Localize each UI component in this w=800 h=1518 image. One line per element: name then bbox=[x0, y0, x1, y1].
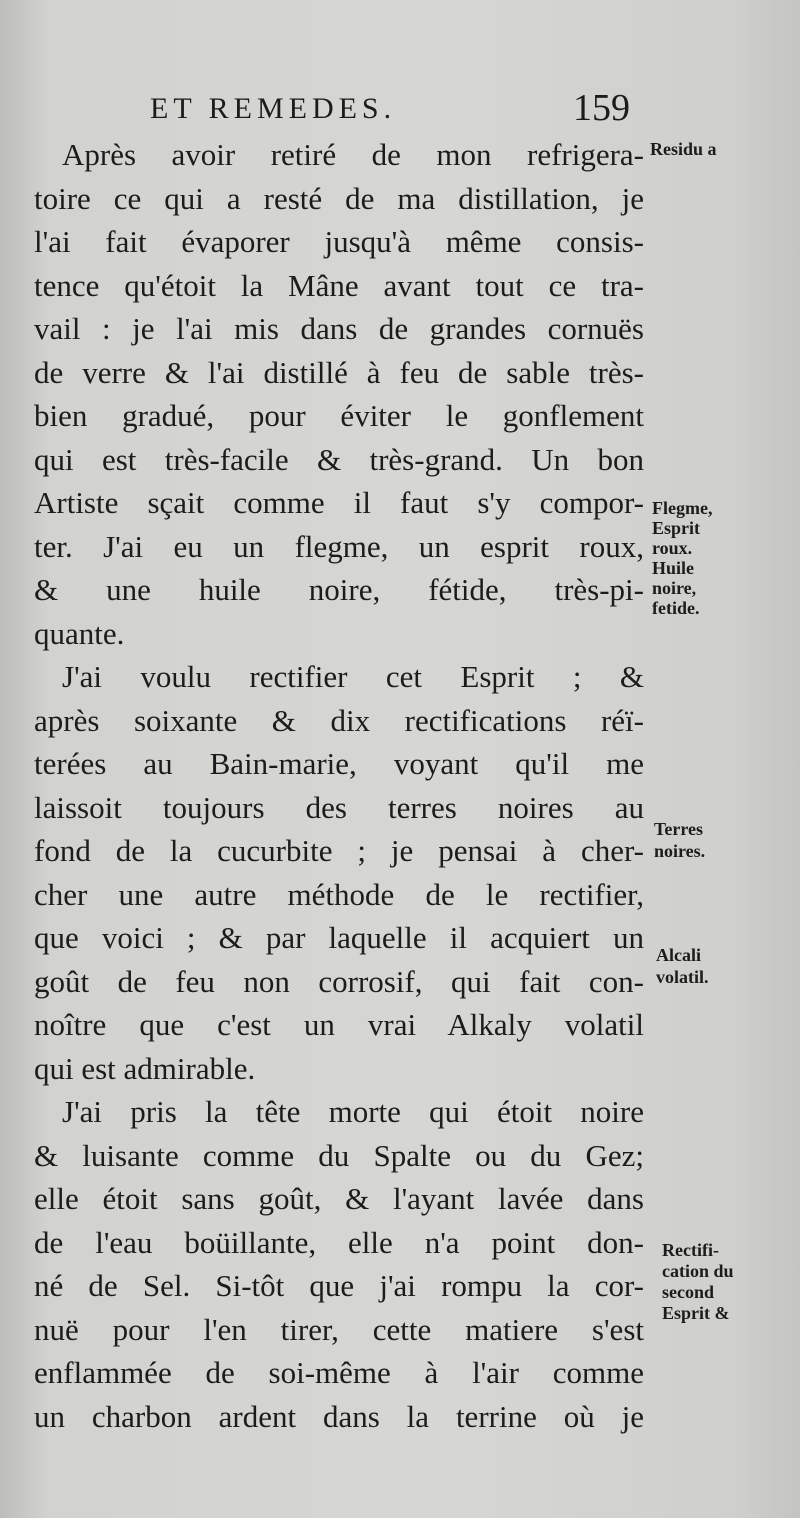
text-line: bien gradué, pour éviter le gonflement bbox=[34, 398, 644, 433]
body-text bbox=[34, 133, 644, 1438]
margin-note-line: noire, bbox=[652, 578, 697, 598]
margin-note-line: volatil. bbox=[656, 967, 709, 987]
margin-note bbox=[654, 818, 705, 862]
margin-note-line: Flegme, bbox=[652, 498, 713, 518]
margin-note-line: Esprit bbox=[652, 518, 701, 538]
text-line: né de Sel. Si-tôt que j'ai rompu la cor- bbox=[34, 1268, 644, 1303]
text-line: laissoit toujours des terres noires au bbox=[34, 789, 644, 825]
text-line: de verre & l'ai distillé à feu de sable très- bbox=[34, 354, 644, 390]
text-line: goût de feu non corrosif, qui fait con- bbox=[34, 963, 644, 999]
margin-note-line: roux. bbox=[652, 538, 693, 558]
text-line: qui est très-facile & très-grand. Un bon bbox=[34, 441, 644, 477]
margin-note-line: Terres bbox=[654, 819, 703, 839]
margin-note-line: fetide. bbox=[652, 598, 700, 618]
margin-note-line: Huile bbox=[652, 558, 695, 578]
text-line: que voici ; & par laquelle il acquiert un bbox=[34, 920, 644, 955]
text-line: noître que c'est un vrai Alkaly volatil bbox=[34, 1007, 644, 1042]
text-line: Artiste sçait comme il faut s'y compor- bbox=[34, 485, 644, 520]
running-title: ET REMEDES. bbox=[150, 92, 397, 125]
page-header bbox=[150, 86, 630, 134]
text-line: qui est admirable. bbox=[34, 1050, 256, 1086]
text-line: vail : je l'ai mis dans de grandes cornuës bbox=[34, 311, 644, 346]
margin-note-line: Alcali bbox=[656, 945, 701, 965]
text-line: Après avoir retiré de mon refrigera- bbox=[62, 137, 644, 172]
text-line: de l'eau boüillante, elle n'a point don- bbox=[34, 1224, 644, 1260]
text-line: nuë pour l'en tirer, cette matiere s'est bbox=[34, 1311, 644, 1347]
text-line: un charbon ardent dans la terrine où je bbox=[34, 1398, 644, 1434]
margin-note-line: cation du bbox=[662, 1261, 734, 1281]
text-line: cher une autre méthode de le rectifier, bbox=[34, 876, 644, 912]
text-line: enflammée de soi-même à l'air comme bbox=[34, 1355, 644, 1390]
text-line: & luisante comme du Spalte ou du Gez; bbox=[34, 1137, 644, 1173]
margin-note bbox=[652, 498, 712, 618]
margin-note-line: noires. bbox=[654, 841, 706, 861]
text-line: & une huile noire, fétide, très-pi- bbox=[34, 572, 644, 607]
margin-note-line: Residu a bbox=[650, 139, 717, 159]
margin-note bbox=[662, 1240, 734, 1324]
text-line: fond de la cucurbite ; je pensai à cher- bbox=[34, 833, 644, 868]
text-line: toire ce qui a resté de ma distillation, je bbox=[34, 180, 644, 216]
text-line: J'ai voulu rectifier cet Esprit ; & bbox=[62, 659, 644, 694]
margin-note-line: Esprit & bbox=[662, 1303, 730, 1323]
text-line: elle étoit sans goût, & l'ayant lavée dans bbox=[34, 1181, 644, 1216]
text-line: l'ai fait évaporer jusqu'à même consis- bbox=[34, 224, 644, 259]
page-number: 159 bbox=[573, 87, 630, 129]
text-line: tence qu'étoit la Mâne avant tout ce tra- bbox=[34, 267, 644, 303]
text-line: après soixante & dix rectifications réï- bbox=[34, 702, 644, 738]
text-line: quante. bbox=[34, 615, 125, 651]
margin-note-line: second bbox=[662, 1282, 715, 1302]
margin-notes bbox=[640, 0, 800, 1518]
margin-note-line: Rectifi- bbox=[662, 1240, 719, 1260]
text-line: ter. J'ai eu un flegme, un esprit roux, bbox=[34, 528, 644, 564]
margin-note bbox=[650, 138, 717, 160]
text-line: terées au Bain-marie, voyant qu'il me bbox=[34, 746, 644, 781]
text-line: J'ai pris la tête morte qui étoit noire bbox=[62, 1094, 644, 1129]
margin-note bbox=[656, 944, 709, 988]
